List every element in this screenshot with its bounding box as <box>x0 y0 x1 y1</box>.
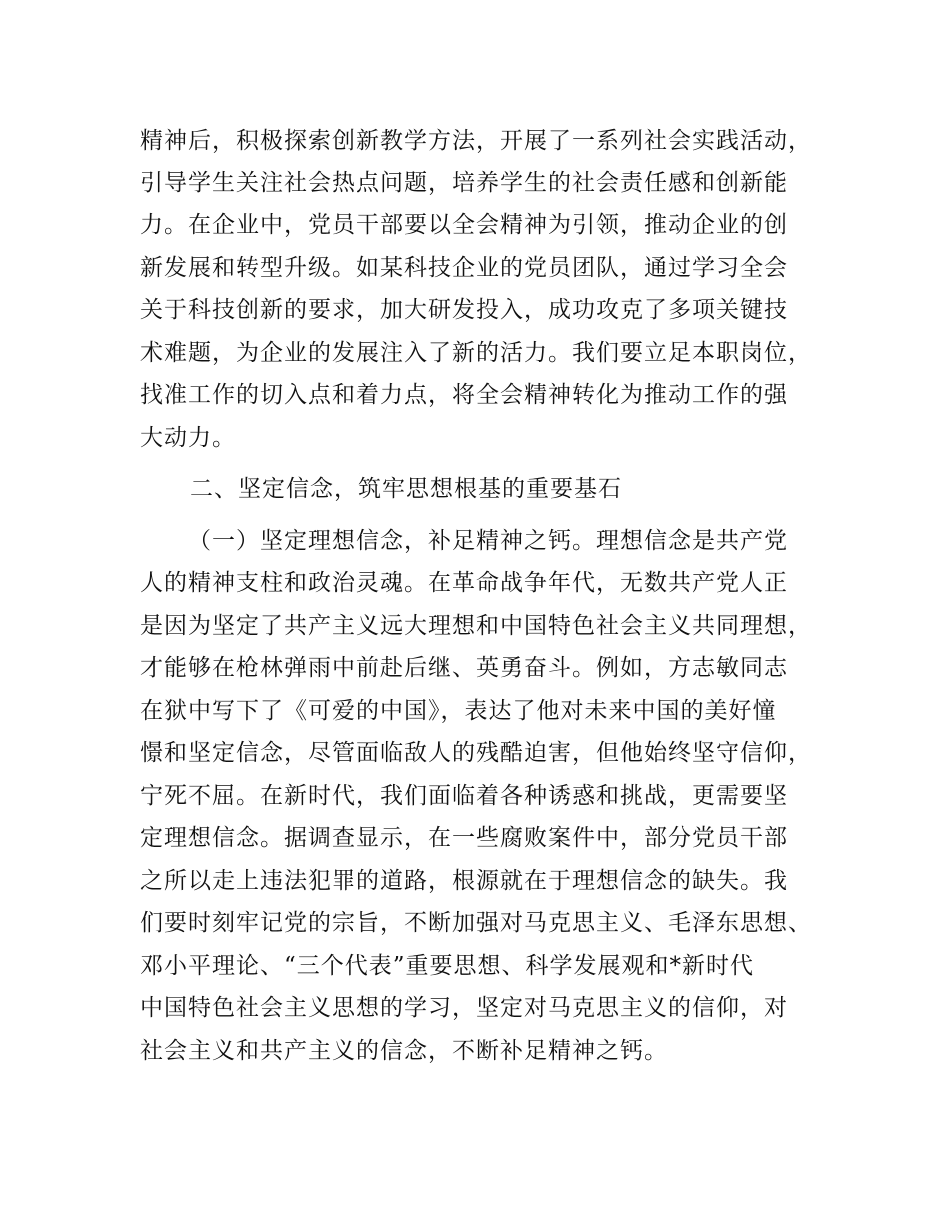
text-line: 宁死不屈。在新时代，我们面临着各种诱惑和挑战，更需要坚 <box>140 783 788 809</box>
text-line: 在狱中写下了《可爱的中国》，表达了他对未来中国的美好憧 <box>140 698 777 724</box>
text-line: 之所以走上违法犯罪的道路，根源就在于理想信念的缺失。我 <box>140 868 788 894</box>
text-line: 中国特色社会主义思想的学习，坚定对马克思主义的信仰，对 <box>140 995 788 1021</box>
text-line: 精神后，积极探索创新教学方法，开展了一系列社会实践活动， <box>140 128 812 154</box>
text-line: 术难题，为企业的发展注入了新的活力。我们要立足本职岗位， <box>140 340 812 366</box>
text-line: 才能够在枪林弹雨中前赴后继、英勇奋斗。例如，方志敏同志 <box>140 655 788 681</box>
text-line: 社会主义和共产主义的信念，不断补足精神之钙。 <box>140 1038 668 1064</box>
text-line: 引导学生关注社会热点问题，培养学生的社会责任感和创新能 <box>140 170 788 196</box>
text-line: 大动力。 <box>140 425 236 451</box>
text-line: 憬和坚定信念，尽管面临敌人的残酷迫害，但他始终坚守信仰， <box>140 740 812 766</box>
text-line: 邓小平理论、“三个代表”重要思想、科学发展观和*新时代 <box>140 953 755 979</box>
text-line: 关于科技创新的要求，加大研发投入，成功攻克了多项关键技 <box>140 297 788 323</box>
text-line: 是因为坚定了共产主义远大理想和中国特色社会主义共同理想， <box>140 613 812 639</box>
text-line: 新发展和转型升级。如某科技企业的党员团队，通过学习全会 <box>140 255 788 281</box>
text-line: （一）坚定理想信念，补足精神之钙。理想信念是共产党 <box>188 528 788 554</box>
section-heading: 二、坚定信念，筑牢思想根基的重要基石 <box>190 476 622 502</box>
text-line: 人的精神支柱和政治灵魂。在革命战争年代，无数共产党人正 <box>140 570 788 596</box>
text-line: 定理想信念。据调查显示，在一些腐败案件中，部分党员干部 <box>140 825 788 851</box>
text-line: 们要时刻牢记党的宗旨，不断加强对马克思主义、毛泽东思想、 <box>140 910 812 936</box>
text-line: 力。在企业中，党员干部要以全会精神为引领，推动企业的创 <box>140 212 788 238</box>
text-line: 找准工作的切入点和着力点，将全会精神转化为推动工作的强 <box>140 382 788 408</box>
